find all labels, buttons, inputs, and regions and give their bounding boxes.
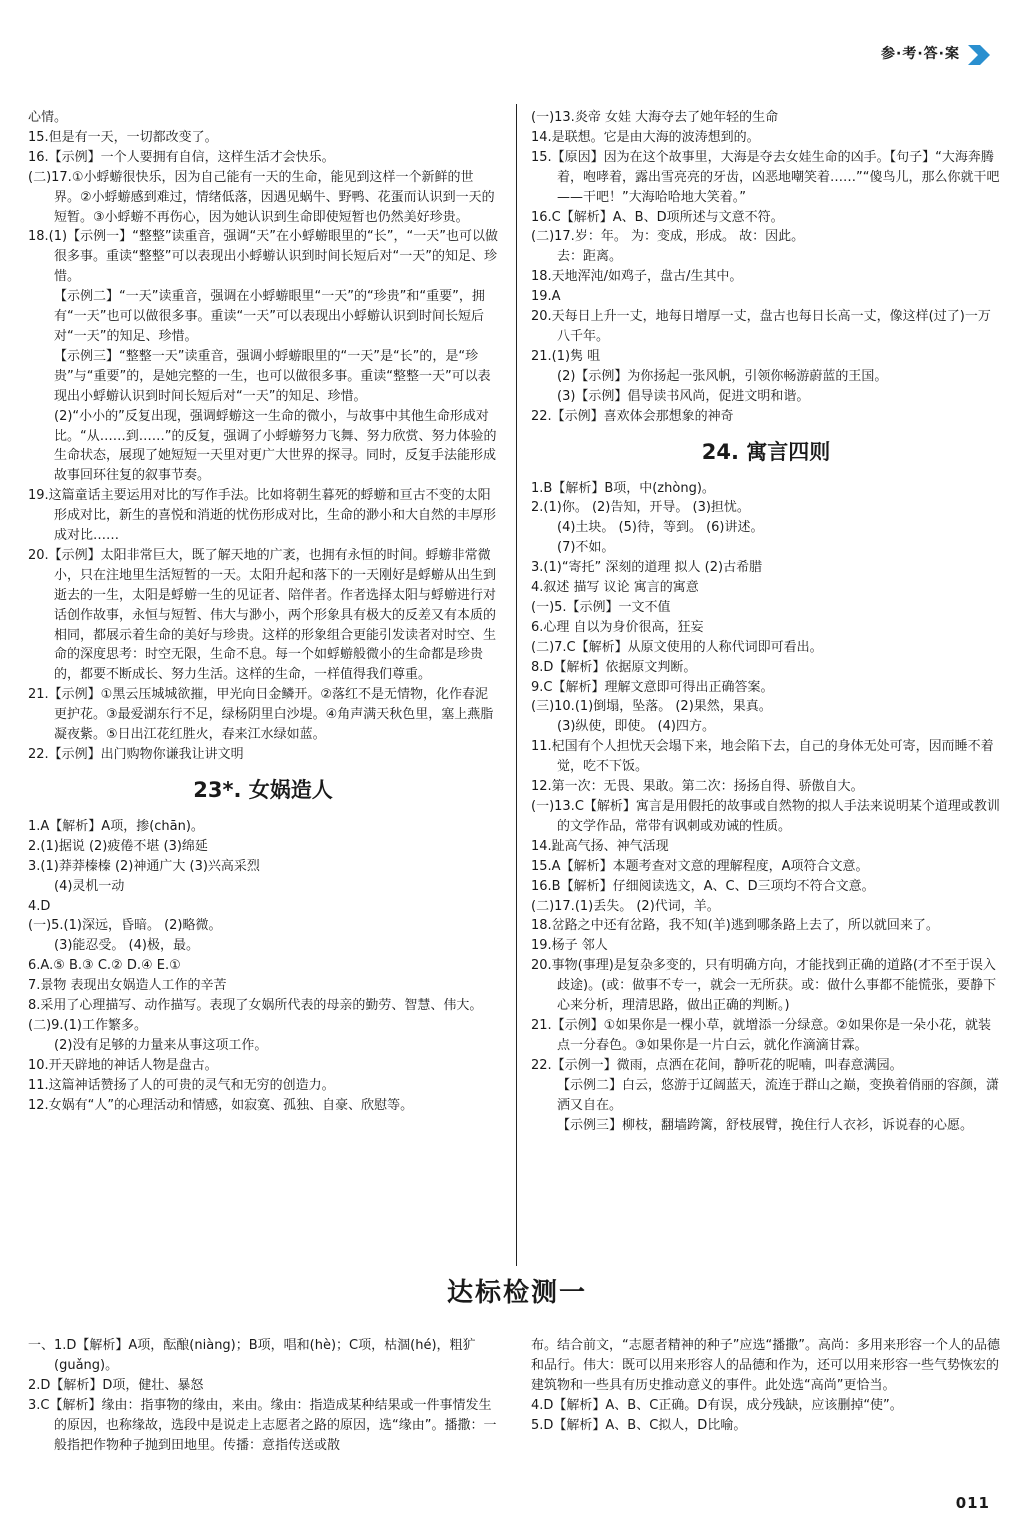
answer-line: 7.景物 表现出女娲造人工作的辛苦 [28, 978, 227, 994]
answer-line: 4.D【解析】A、B、C正确。D有误，成分残缺，应该删掉“使”。 [531, 1397, 903, 1413]
answer-line: 3.C【解析】缘由：指事物的缘由，来由。缘由：指造成某种结果或一件事情发生的原因，也称缘故，选段中是说走上志愿者之路的原因，选“缘由”。播撒：一般指把作物种子抛到田地里。传播：意指传送或散 [28, 1397, 497, 1453]
section-title-test: 达标检测一 [446, 1278, 587, 1308]
answer-line: 19.这篇童话主要运用对比的写作手法。比如将朝生暮死的蜉蝣和亘古不变的太阳形成对比，新生的喜悦和消逝的忧伤形成对比，生命的渺小和大自然的丰厚形成对比…… [28, 488, 497, 544]
answer-line: (3)纵使，即使。 (4)四方。 [557, 719, 715, 735]
answer-line: 14.是联想。它是由大海的波涛想到的。 [531, 129, 760, 145]
answer-line: 21.【示例】①黑云压城城欲摧，甲光向日金鳞开。②落红不是无情物，化作春泥更护花。③最爱湖东行不足，绿杨阴里白沙堤。④角声满天秋色里，塞上燕脂凝夜紫。⑤日出江花红胜火，春来江水绿如蓝。 [28, 687, 494, 743]
section-title: 23*. 女娲造人 [193, 777, 333, 802]
answer-line: (一)5.(1)深远，昏暗。 (2)略微。 [28, 918, 222, 934]
answer-line: 一、1.D【解析】A项，酝酿(niàng)；B项，唱和(hè)；C项，枯涸(hé)，粗犷(guǎng)。 [28, 1338, 476, 1373]
answer-line: 6.A.⑤ B.③ C.② D.④ E.① [28, 958, 181, 974]
answer-line: 8.D【解析】依据原文判断。 [531, 659, 697, 675]
answer-line: 22.【示例】出门购物你谦我让讲文明 [28, 747, 244, 762]
answer-line: 8.采用了心理描写、动作描写。表现了女娲所代表的母亲的勤劳、智慧、伟大。 [28, 998, 483, 1014]
answer-line: 【示例二】“一天”读重音，强调在小蜉蝣眼里“一天”的“珍贵”和“重要”，拥有“一天”也可以做很多事。重读“一天”可以表现出小蜉蝣认识到时间长短后对“一天”的知足、珍惜。 [54, 289, 485, 344]
answer-line: 22.【示例一】微雨，点洒在花间，静听花的呢喃，叫春意满园。 [531, 1057, 903, 1073]
answer-line: 19.杨子 邻人 [531, 938, 608, 954]
answer-line: (三)10.(1)倒塌，坠落。 (2)果然，果真。 [531, 699, 772, 715]
answer-line: 3.(1)“寄托” 深刻的道理 拟人 (2)古希腊 [531, 560, 763, 576]
answer-line: (二)17.①小蜉蝣很快乐，因为自己能有一天的生命，能见到这样一个新鲜的世界。②小蜉蝣感到难过，情绪低落，因遇见蜗牛、野鸭、花蛋而认识到一天的短暂。③小蜉蝣不再伤心，因为她认识到生命即使短暂也仍然美好珍贵。 [28, 169, 495, 225]
answer-line: 【示例二】白云，悠游于辽阔蓝天，流连于群山之巅，变换着俏丽的容颜，潇洒又自在。 [557, 1077, 1000, 1113]
answer-line: 3.(1)莽莽榛榛 (2)神通广大 (3)兴高采烈 [28, 858, 260, 874]
column-divider [516, 104, 517, 1266]
answer-line: 22.【示例】喜欢体会那想象的神奇 [531, 408, 734, 424]
page-header [881, 44, 992, 66]
answer-line: 12.第一次：无畏、果敢。第二次：扬扬自得、骄傲自大。 [531, 779, 864, 795]
answer-line: 9.C【解析】理解文意即可得出正确答案。 [531, 679, 774, 695]
answer-line: 6.心理 自以为身价很高，狂妄 [531, 619, 704, 635]
answer-line: 20.【示例】太阳非常巨大，既了解天地的广袤，也拥有永恒的时间。蜉蝣非常微小，只在注地里生活短暂的一天。太阳升起和落下的一天刚好是蜉蝣从出生到逝去的一生，太阳是蜉蝣一生的见证者、陪伴者。作者选择太阳与蜉蝣进行对话创作故事，永恒与短暂、伟大与渺小，两个形象具有极大的反差又有本质的相同，都展示着生命的美好与珍贵。这样的形象组合更能引发读者对时空、生命的深度思考：时空无限，生命不息。每一个如蜉蝣般微小的生命都是珍贵的，都要不断成长、努力生活。这样的生命，一样值得我们尊重。 [28, 547, 497, 683]
answer-line: 11.杞国有个人担忧天会塌下来，地会陷下去，自己的身体无处可寄，因而睡不着觉，吃不下饭。 [531, 739, 994, 775]
answer-line: (一)5.【示例】一文不值 [531, 599, 671, 615]
left-column [28, 108, 498, 1116]
answer-line: (2)没有足够的力量来从事这项工作。 [54, 1037, 268, 1053]
page-number: 011 [955, 1494, 990, 1513]
answer-line: (3)【示例】倡导读书风尚，促进文明和谐。 [557, 388, 810, 404]
bottom-left-column [28, 1336, 498, 1455]
answer-line: 心情。 [28, 110, 68, 125]
answer-line: (二)17.(1)丢失。 (2)代词，羊。 [531, 898, 720, 914]
answer-line: 18.天地浑沌/如鸡子，盘古/生其中。 [531, 269, 743, 285]
answer-line: 1.A【解析】A项，掺(chān)。 [28, 818, 204, 834]
answer-line: (一)13.炎帝 女娃 大海夺去了她年轻的生命 [531, 110, 779, 125]
answer-line: 16.B【解析】仔细阅读选文，A、C、D三项均不符合文意。 [531, 878, 875, 894]
answer-line: 15.但是有一天，一切都改变了。 [28, 129, 218, 145]
answer-line: 【示例三】“整整一天”读重音，强调小蜉蝣眼里的“一天”是“长”的，是“珍贵”与“重要”的，是她完整的一生，也可以做很多事。重读“整整一天”可以表现出小蜉蝣认识到时间长短后对“一天”的知足、珍惜。 [54, 348, 491, 404]
answer-line: (4)土块。 (5)待，等到。 (6)讲述。 [557, 520, 764, 536]
answer-line: 10.开天辟地的神话人物是盘古。 [28, 1057, 218, 1073]
answer-line: 5.D【解析】A、B、C拟人，D比喻。 [531, 1417, 747, 1433]
answer-line: (7)不如。 [557, 540, 615, 556]
answer-line: 布。结合前文，“志愿者精神的种子”应选“播撒”。高尚：多用来形容一个人的品德和品行。伟大：既可以用来形容人的品德和作为，还可以用来形容一些气势恢宏的建筑物和一些具有历史推动意义的事件。此处选“高尚”更恰当。 [531, 1338, 1000, 1393]
answer-line: 19.A [531, 289, 561, 305]
answer-line: (2)【示例】为你扬起一张风帆，引领你畅游蔚蓝的王国。 [557, 368, 888, 384]
answer-line: 14.趾高气扬、神气活现 [531, 838, 669, 854]
answer-line: (二)7.C【解析】从原文使用的人称代词即可看出。 [531, 639, 823, 655]
answer-line: 15.【原因】因为在这个故事里，大海是夺去女娃生命的凶手。【句子】“大海奔腾着，咆哮着，露出雪亮亮的牙齿，凶恶地嘲笑着……”“傻鸟儿，那么你就干吧——干吧！”大海哈哈地大笑着。” [531, 149, 1000, 205]
right-column [531, 108, 1001, 1135]
answer-line: 4.D [28, 898, 51, 914]
answer-line: 16.C【解析】A、B、D项所述与文意不符。 [531, 209, 784, 225]
answer-line: 18.(1)【示例一】“整整”读重音，强调“天”在小蜉蝣眼里的“长”，“一天”也可以做很多事。重读“整整”可以表现出小蜉蝣认识到时间长短后对“一天”的知足、珍惜。 [28, 229, 498, 285]
answer-line: (2)“小小的”反复出现，强调蜉蝣这一生命的微小，与故事中其他生命形成对比。“从……到……”的反复，强调了小蜉蝣努力飞舞、努力欣赏、努力体验的生命状态，展现了她短短一天里对更广大世界的探寻。同时，反复手法能形成故事回环往复的叙事节奏。 [54, 408, 497, 484]
bottom-right-column [531, 1336, 1001, 1436]
answer-line: (4)灵机一动 [54, 878, 125, 894]
answer-line: 1.B【解析】B项，中(zhòng)。 [531, 480, 715, 496]
answer-line: 20.事物(事理)是复杂多变的，只有明确方向，才能找到正确的道路(才不至于误入歧途)。(或：做事不专一，就会一无所获。或：做什么事都不能慌张，要静下心来分析，理清思路，做出正确的判断。) [531, 958, 997, 1014]
answer-line: 4.叙述 描写 议论 寓言的寓意 [531, 580, 699, 596]
answer-line: 去：距离。 [557, 249, 623, 265]
chevron-right-icon [966, 44, 992, 66]
answer-line: 21.【示例】①如果你是一棵小草，就增添一分绿意。②如果你是一朵小花，就装点一分春色。③如果你是一片白云，就化作滴滴甘霖。 [531, 1017, 991, 1053]
section-title: 24. 寓言四则 [701, 439, 831, 464]
header-title: 参·考·答·案 [881, 46, 960, 63]
answer-line: 2.(1)你。 (2)告知，开导。 (3)担忧。 [531, 500, 750, 516]
answer-line: (二)9.(1)工作繁多。 [28, 1017, 147, 1033]
answer-line: 18.岔路之中还有岔路，我不知(羊)逃到哪条路上去了，所以就回来了。 [531, 918, 939, 934]
answer-line: 16.【示例】一个人要拥有自信，这样生活才会快乐。 [28, 149, 335, 165]
answer-line: 11.这篇神话赞扬了人的可贵的灵气和无穷的创造力。 [28, 1077, 335, 1093]
answer-line: (一)13.C【解析】寓言是用假托的故事或自然物的拟人手法来说明某个道理或教训的文学作品，常带有讽刺或劝诫的性质。 [531, 799, 1000, 834]
answer-line: 15.A【解析】本题考查对文意的理解程度，A项符合文意。 [531, 858, 869, 874]
answer-line: (3)能忍受。 (4)极，最。 [54, 938, 199, 954]
answer-line: (二)17.岁：年。 为：变成，形成。 故：因此。 [531, 229, 805, 245]
answer-line: 20.天每日上升一丈，地每日增厚一丈，盘古也每日长高一丈，像这样(过了)一万八千年。 [531, 309, 991, 344]
answer-line: 2.(1)据说 (2)疲倦不堪 (3)绵延 [28, 838, 208, 854]
answer-line: 21.(1)隽 咀 [531, 348, 601, 364]
answer-line: 【示例三】柳枝，翻墙跨篱，舒枝展臂，挽住行人衣衫，诉说春的心愿。 [557, 1117, 974, 1133]
answer-line: 12.女娲有“人”的心理活动和情感，如寂寞、孤独、自豪、欣慰等。 [28, 1097, 414, 1113]
answer-line: 2.D【解析】D项，健壮、暴怒 [28, 1377, 204, 1393]
